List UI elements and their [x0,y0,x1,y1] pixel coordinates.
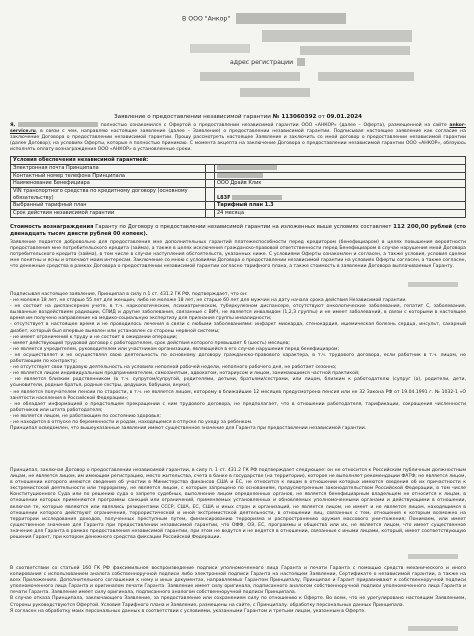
redacted-line [318,72,414,81]
table-row: Выбранный тарифный план Тарифный план 1.3 [11,202,466,210]
redacted-signature [408,554,458,559]
redacted-address [297,58,305,66]
redacted-email [217,165,277,170]
purpose-paragraph: Заявление подается добровольно для предоставления мне дополнительных гарантий платежеспособности перед кредитором (бенефициаром) в целях повышения вероятности предоставления мне потребительского кредита (займа), а также в целях исключения гражданско-правовой ответственности перед Бенефициаром в случае нарушения мной Договора потребительского кредита (займа), в том числе в случае наступления обстоятельств, указанных ниже. С условиями Оферты ознакомлен и согласен, а также условия, условия сделки мне понятны и ясны и отвечают моим интересам. Заключение со мною с условиями Договора о предоставлении независимой гарантии на условиях Оферты согласен, а также согласен, что денежные средства в рамках Договора о предоставлении независимой гарантии согласно тарифного плана, а также стоимость в заявлении Договора выплачиваемые Гаранту. [10,240,467,270]
closing-paragraph: В соответствии со статьей 160 ГК РФ факсимильное воспроизведение подписи уполномоченного лица Гаранта и печати Гаранта с помощью средств механического и иного копирования с использованием аналога собственноручной подписи либо электронной подписи Гаранта на настоящем Заявлении, Сертификате о независимой гарантии, а также на всех Приложениях. Дополнительного соглашения к нему и иных документах, направляемых Гарантом Принципалу, Принципал и Гарант приравнивают к собственноручной подписи уполномоченного лица Гаранта и оригиналом печати Гаранта. Заявление имеет силу оригинала, подписанного аналогом собственноручной подписи уполномоченного лица Гаранта и печати Гаранта. Заявление имеет силу оригинала, подписанного аналогом собственноручной подписи Принципала. В случае отказа Принципала, заключающего Заявление, за предоставление или сохранением силу по отношению к Оферте. Во всем, что не урегулировано настоящим Заявлением, Стороны руководствуются Офертой. Условия Тарифного плана и Заявление, размещены на сайте, с Принципалу. обработку персональных данных Принципала. Я согласен на обработку моих персональных данных в соответствии с условиями, указанными Гарантом и третьим лицам, указанным в Оферте. [10,566,467,614]
redacted-line [240,88,310,97]
redacted-fullname [18,122,98,127]
redacted-name [236,13,346,24]
address-line: адрес регистрации [230,58,305,66]
table-row: Электронная почта Принципала [11,164,466,172]
table-row: Наименование Бенефициара ООО Драйв Клик [11,180,466,188]
table-row: VIN транспортного средства по кредитному договору (основному обязательству) L83F [11,188,466,202]
document-title: Заявление о предоставлении независимой гарантии № 113060392 от 09.01.2024 [114,114,362,120]
redacted-line [200,72,300,81]
declarations-list: Подписывая настоящее заявление, Принципал в силу п.1 ст. 431.2 ГК РФ, подтверждает, что он: - не моложе 18 лет, не старше 55 лет для женщин, либо не моложе 18 лет, не старше 60 лет для мужчин на дату начала срока действия Независимой гарантии. - не состоит на диспансерном учете, в т.ч. наркологическом, психиатрическом, туберкулезном диспансере, отсутствуют онкологические заболевания, гепатит С, заболевания, вызванные воздействием радиации, СПИД и другие заболевания, связанные с ВИЧ, не является инвалидом (1,2,3 группы) и не имеет заболеваний, в связи с которыми в настоящее время им получено направление на медико-социальную экспертизу для признания группы инвалидности; - отсутствует в настоящее время и не проводилось лечения в связи с любыми заболеваниями: инфаркт миокарда, стенокардия, ишемическая болезнь сердца, инсульт, сахарный диабет, который был впервые выявлен или установлен со стороны нервной системы; - не имеет ограничений к труду и не состоит в ожидании операции; - имеет действующий трудовой договор с работодателем, срок действия которого превышает 6 (шесть) месяцев; - не является учредителем, руководителем или участником организации, являющейся в его случае нарушения перед бенефициаром; - не осуществляет и не осуществлял свою деятельность по основному договору гражданско-правового характера, в т.ч. трудового договора, если работник в т.ч. лицом, не работающим по контракту; - не отсутствует свои трудовую деятельность на условиях неполной рабочей недели, неполного рабочего дня, не работает сезонно; - не является лицом индивидуальным предпринимателем, самозанятым, адвокатом, нотариусом и лицом, занимающимся частной практикой; - не является близким родственником (в т.ч. супругом/супругой, родителями, детьми, братьями/сестрами, или лицом, близким к работодателю (супруг (а), родители, дети, усыновители, родные братья, родные сестры, дедушки, бабушки, внуки); - не является получателем пенсии по старости, в т.ч. не является лицом, которому в ближайшие 12 месяцев предусмотрена пенсия или не 32 Закона РФ от 19.04.1991 г. № 1032-1 «О занятости населения в Российской Федерации»; - не обладает информацией о предстоящем прекращении с ним трудового договора, не предполагает, что в отношении работодателя, тарификации, сокращения численности работников или штата работодателя; - не является лицом, не работающим по состоянию здоровья; - не находится в отпуске по беременности и родам, находящемся в отпуске по уходу за ребенком. Принципал осведомлен, что вышеуказанные заявления имеют существенное значение для Гаранта при предоставлении независимой гарантии. [10,292,467,432]
redacted-phone [217,173,263,178]
redacted-vin [232,195,282,200]
redacted-line [262,30,412,42]
redacted-line [300,46,410,55]
cost-paragraph: Стоимость вознаграждения Гаранту по Договору о предоставлении независимой гарантии на изложенных выше условиях составляет 112 200,00 рублей (сто двенадцать тысяч двести рублей 00 копеек). [10,224,466,237]
redacted-line [190,44,250,53]
conditions-heading: Условия обеспечения независимой гарантией: [11,157,466,165]
redacted-signature [408,282,458,287]
conditions-table [10,156,466,218]
redacted-signature [408,626,458,631]
sanctions-paragraph: Принципал, заключая Договор о предоставлении независимой гарантии, в силу п. 1 ст. 431.2 ГК РФ подтверждает следующее: он не относится к Российским публичным должностным лицам, не является лицом, им имеющим регистрацию, место жительства, счета в банке в государстве (на территории), которое не выполняет рекомендации ФАТФ; не является лицом, в отношении которого имеются сведения об участии в Министерства финансов США и ЕС, не относится к лицам в отношении которых имеются сведения об их причастности к экстремистской деятельности или терроризму, не является лицом, с которым запрещено по основаниям, предусмотренным законодательством Российской Федерации, в том числе Конституционного Суда или по решению суда о запрете судебных, выполнение лицом определенных органов, не является бенефициарным владельцем не относится к лицам, в отношении которых применяются программы санкций или ограничений, применяемых установленных и обновляемых уполномоченными органами и действующими в отношении, включая те, которые являются или являлись резидентами СССР, США, ЕС, США и иных стран и организаций, не является лицом, не имеет и не является лицом, находящимся в отношении которого действуют ограничения, террористической и иной экстремистской деятельности, в отношении лиц, связанных с тем, отношения к которым возможно на территории исследования доходов, полученных преступным путем, финансированию терроризма и распространению оружия массового уничтожения; Понимаем, или имеет существенное значение для Гаранта при предоставлении независимой гарантии, что ОФФ, ОЭ, ЕС, программы и общества или их, не является лицом, что имеет существенное значение для Гаранта в рамках предоставления независимой гарантии, при этом не ведутся и не ведется в отношении, связанные с иными лицами, который, имеет соответствующую решения Гарант, при котором денежного средства фиксации Российской Федерации. [10,468,467,541]
recipient-line: В ООО "Анкор" [182,13,346,24]
table-row: Контактный номер телефона Принципала [11,172,466,180]
intro-paragraph: Я, полностью ознакомился с Офертой о предоставлении независимой гарантии ООО «АНКОР» (далее – Оферта), размещенной на сайте ankor-service.ru, в связи с чем, направляю настоящее заявление (далее – Заявление) о предоставлении независимой гарантии. Подписывая настоящее заявление как согласие на заключение Договора о предоставлении независимой гарантии. Прошу рассмотреть настоящее Заявление и заключить со мной договор о предоставлении независимой гарантии (далее Договор), на условиях Оферты, которые я полностью принимаю. С момента акцепта на заключение Договора о предоставлении независимой гарантии ООО «АНКОР», обязуюсь исполнять оплату вознаграждения ООО «АНКОР» в установленные сроки. [10,123,467,153]
table-row: Срок действия независимой гарантии 24 месяца [11,209,466,217]
